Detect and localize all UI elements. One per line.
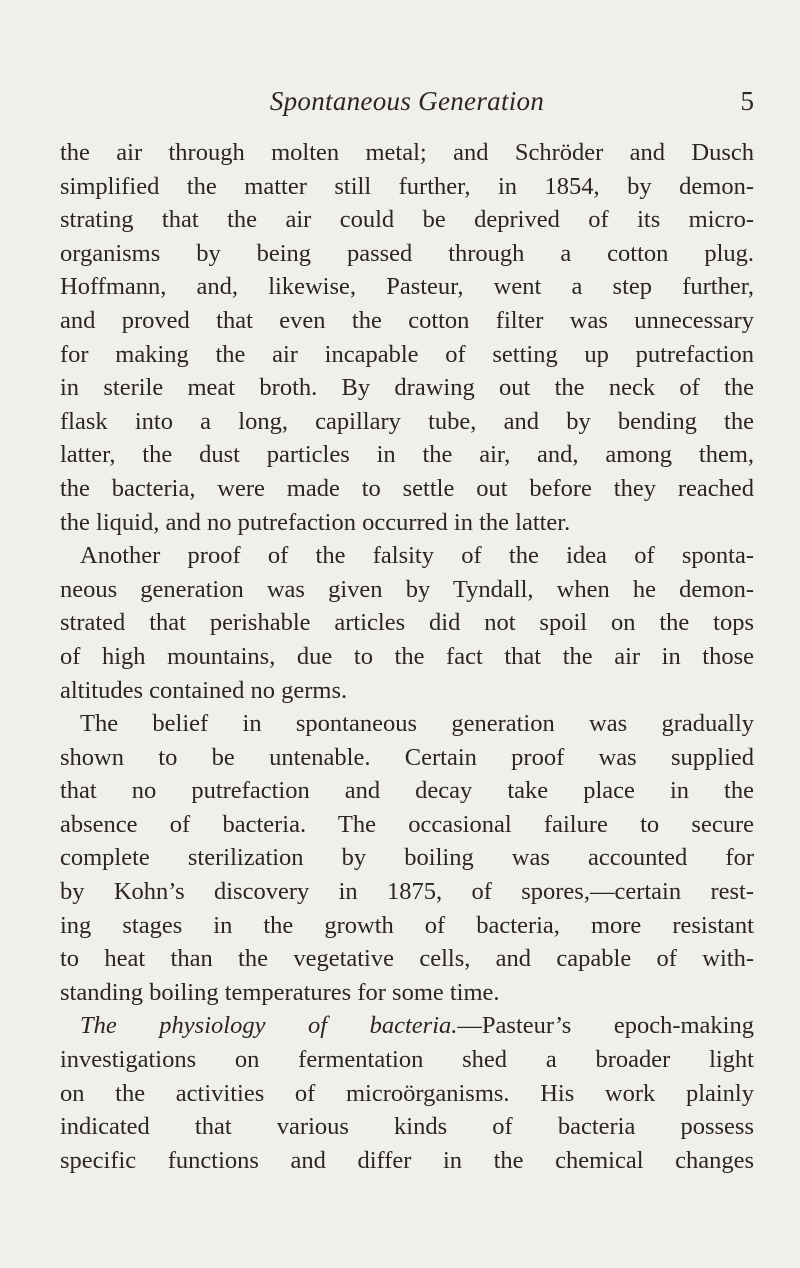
- text-line: strated that perishable articles did not spoil on the tops: [60, 609, 754, 637]
- text-line: complete sterilization by boiling was accounted for: [60, 844, 754, 872]
- text-line: shown to be untenable. Certain proof was supplied: [60, 743, 754, 771]
- running-head: [60, 84, 754, 118]
- text-line: altitudes contained no germs.: [60, 676, 348, 704]
- text-line: Hoffmann, and, likewise, Pasteur, went a step further,: [60, 273, 754, 301]
- text-line: [60, 1009, 754, 1043]
- text-line: Another proof of the falsity of the idea of sponta-: [80, 542, 754, 570]
- text-line: investigations on fermentation shed a broader light: [60, 1046, 754, 1074]
- text-line: by Kohn’s discovery in 1875, of spores,—certain rest-: [60, 878, 754, 906]
- text-line: standing boiling temperatures for some time.: [60, 978, 500, 1006]
- text-line: the air through molten metal; and Schröder and Dusch: [60, 139, 754, 166]
- text-line: neous generation was given by Tyndall, when he demon-: [60, 575, 754, 603]
- body-text: [60, 136, 754, 1177]
- running-title: Spontaneous Generation: [269, 86, 545, 116]
- section-heading: The physiology of bacteria.: [80, 1012, 458, 1040]
- text-line: latter, the dust particles in the air, and, among them,: [60, 441, 754, 469]
- text-line: indicated that various kinds of bacteria possess: [60, 1113, 754, 1141]
- text-line: specific functions and differ in the chemical changes: [60, 1146, 754, 1174]
- text-line: strating that the air could be deprived of its micro-: [60, 206, 754, 234]
- text-line: on the activities of microörganisms. His work plainly: [60, 1079, 754, 1107]
- text-line: for making the air incapable of setting up putrefaction: [60, 340, 754, 368]
- section-heading-continuation: —Pasteur’s epoch-making: [457, 1012, 754, 1040]
- text-line: the bacteria, were made to settle out before they reached: [60, 474, 754, 502]
- text-line: organisms by being passed through a cotton plug.: [60, 239, 754, 267]
- text-line: The belief in spontaneous generation was gradually: [80, 710, 754, 738]
- text-line: in sterile meat broth. By drawing out the neck of the: [60, 374, 754, 402]
- text-line: to heat than the vegetative cells, and capable of with-: [60, 945, 754, 973]
- text-line: of high mountains, due to the fact that the air in those: [60, 642, 754, 670]
- text-line: flask into a long, capillary tube, and by bending the: [60, 407, 754, 435]
- page-number: 5: [740, 86, 754, 116]
- text-line: and proved that even the cotton filter was unnecessary: [60, 306, 754, 334]
- text-line: the liquid, and no putrefaction occurred in the latter.: [60, 508, 571, 536]
- text-line: ing stages in the growth of bacteria, more resistant: [60, 911, 754, 939]
- text-line: simplified the matter still further, in 1854, by demon-: [60, 172, 754, 200]
- text-line: absence of bacteria. The occasional failure to secure: [60, 810, 754, 838]
- text-line: that no putrefaction and decay take place in the: [60, 777, 754, 805]
